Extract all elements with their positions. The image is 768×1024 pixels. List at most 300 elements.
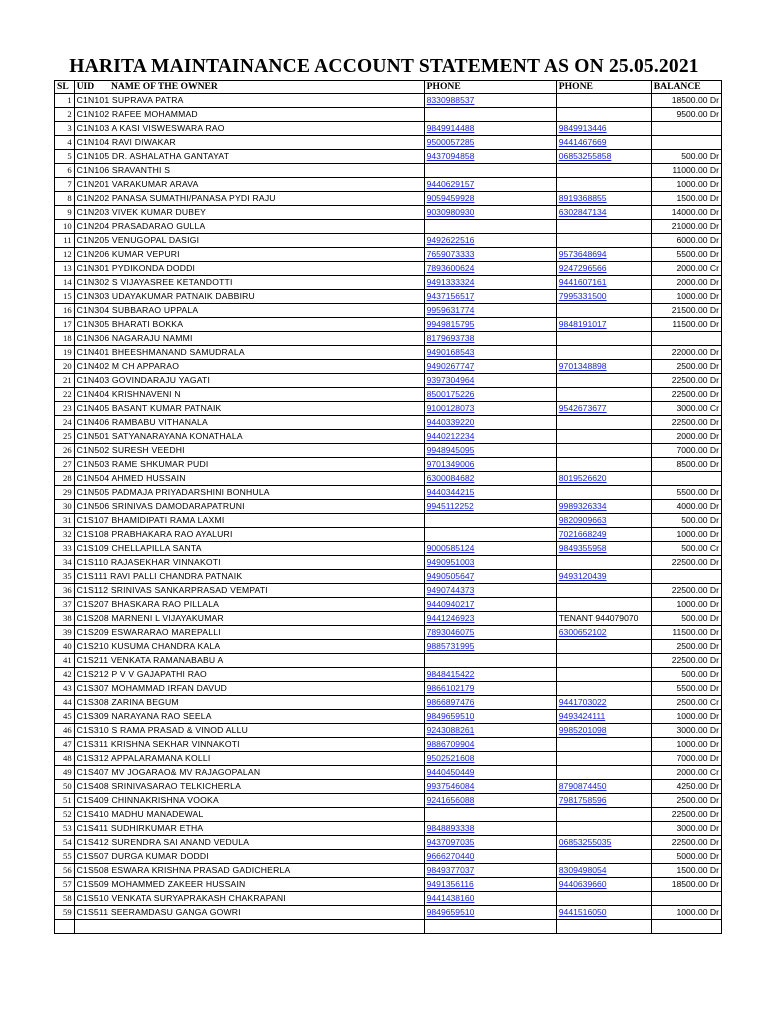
- row-phone-1[interactable]: 9848893338: [424, 822, 556, 836]
- row-sl: 59: [55, 906, 75, 920]
- row-phone-1[interactable]: 9437094858: [424, 150, 556, 164]
- row-balance: 500.00 Dr: [651, 612, 721, 626]
- row-balance: [651, 122, 721, 136]
- row-phone-1[interactable]: 9441438160: [424, 892, 556, 906]
- row-owner: C1S408 SRINIVASARAO TELKICHERLA: [74, 780, 424, 794]
- row-sl: 17: [55, 318, 75, 332]
- row-phone-1[interactable]: 9866102179: [424, 682, 556, 696]
- row-balance: 22000.00 Dr: [651, 346, 721, 360]
- row-phone-2[interactable]: 8919368855: [556, 192, 651, 206]
- row-owner: C1N305 BHARATI BOKKA: [74, 318, 424, 332]
- table-row: [55, 598, 722, 612]
- row-phone-1: [424, 528, 556, 542]
- row-balance: 22500.00 Dr: [651, 584, 721, 598]
- row-phone-2: [556, 416, 651, 430]
- row-sl: 56: [55, 864, 75, 878]
- row-balance: 22500.00 Dr: [651, 374, 721, 388]
- row-sl: 15: [55, 290, 75, 304]
- row-phone-2[interactable]: 9493424111: [556, 710, 651, 724]
- row-phone-2[interactable]: 9542673677: [556, 402, 651, 416]
- row-phone-2[interactable]: 9441516050: [556, 906, 651, 920]
- row-phone-2[interactable]: 9701348898: [556, 360, 651, 374]
- table-row: [55, 458, 722, 472]
- row-balance: 22500.00 Dr: [651, 388, 721, 402]
- table-row: [55, 752, 722, 766]
- row-owner: C1S107 BHAMIDIPATI RAMA LAXMI: [74, 514, 424, 528]
- row-balance: 11000.00 Dr: [651, 164, 721, 178]
- row-phone-1[interactable]: 9502521608: [424, 752, 556, 766]
- column-header-phone-2: PHONE: [556, 81, 651, 94]
- row-owner: C1N406 RAMBABU VITHANALA: [74, 416, 424, 430]
- row-phone-1[interactable]: 7893600624: [424, 262, 556, 276]
- table-row: [55, 388, 722, 402]
- table-row: [55, 150, 722, 164]
- row-phone-2[interactable]: 9849355958: [556, 542, 651, 556]
- row-phone-2[interactable]: 9985201098: [556, 724, 651, 738]
- row-sl: 49: [55, 766, 75, 780]
- table-row: [55, 850, 722, 864]
- table-row: [55, 682, 722, 696]
- row-owner: C1S208 MARNENI L VIJAYAKUMAR: [74, 612, 424, 626]
- row-owner: C1N104 RAVI DIWAKAR: [74, 136, 424, 150]
- row-balance: 2500.00 Dr: [651, 794, 721, 808]
- row-phone-1[interactable]: 9490267747: [424, 360, 556, 374]
- row-balance: 1500.00 Dr: [651, 192, 721, 206]
- row-phone-1[interactable]: 9885731995: [424, 640, 556, 654]
- row-phone-1[interactable]: 9491333324: [424, 276, 556, 290]
- table-row: [55, 892, 722, 906]
- row-phone-2[interactable]: 9440639660: [556, 878, 651, 892]
- row-owner: C1N105 DR. ASHALATHA GANTAYAT: [74, 150, 424, 164]
- row-balance: 500.00 Dr: [651, 514, 721, 528]
- row-phone-2[interactable]: 9849913446: [556, 122, 651, 136]
- row-owner: C1S111 RAVI PALLI CHANDRA PATNAIK: [74, 570, 424, 584]
- row-owner: C1N404 KRISHNAVENI N: [74, 388, 424, 402]
- table-row: [55, 94, 722, 108]
- row-phone-1[interactable]: 9937546084: [424, 780, 556, 794]
- table-row: [55, 542, 722, 556]
- row-balance: 1000.00 Dr: [651, 290, 721, 304]
- row-sl: 40: [55, 640, 75, 654]
- table-row: [55, 780, 722, 794]
- row-balance: 6000.00 Dr: [651, 234, 721, 248]
- row-owner: C1N203 VIVEK KUMAR DUBEY: [74, 206, 424, 220]
- row-owner: C1S312 APPALARAMANA KOLLI: [74, 752, 424, 766]
- row-owner: C1N502 SURESH VEEDHI: [74, 444, 424, 458]
- table-row: [55, 164, 722, 178]
- row-sl: 30: [55, 500, 75, 514]
- row-balance: 2500.00 Dr: [651, 640, 721, 654]
- row-owner: C1N204 PRASADARAO GULLA: [74, 220, 424, 234]
- row-sl: 2: [55, 108, 75, 122]
- account-statement-table: [54, 80, 722, 934]
- row-balance: 4250.00 Dr: [651, 780, 721, 794]
- row-balance: [651, 892, 721, 906]
- row-owner: C1N301 PYDIKONDA DODDI: [74, 262, 424, 276]
- table-row: [55, 290, 722, 304]
- row-phone-2[interactable]: 7981758596: [556, 794, 651, 808]
- row-sl: 34: [55, 556, 75, 570]
- empty-cell: [556, 920, 651, 934]
- table-row: [55, 276, 722, 290]
- row-phone-2: [556, 486, 651, 500]
- table-row: [55, 416, 722, 430]
- row-owner: C1S209 ESWARARAO MAREPALLI: [74, 626, 424, 640]
- row-sl: 28: [55, 472, 75, 486]
- row-sl: 11: [55, 234, 75, 248]
- row-phone-1[interactable]: 9490505647: [424, 570, 556, 584]
- row-phone-1[interactable]: 7893046075: [424, 626, 556, 640]
- row-phone-1[interactable]: 9849914488: [424, 122, 556, 136]
- row-owner: C1S207 BHASKARA RAO PILLALA: [74, 598, 424, 612]
- row-sl: 47: [55, 738, 75, 752]
- table-row: [55, 122, 722, 136]
- row-phone-1[interactable]: 9440344215: [424, 486, 556, 500]
- row-phone-2: [556, 850, 651, 864]
- row-phone-2[interactable]: 6302847134: [556, 206, 651, 220]
- row-balance: 5500.00 Dr: [651, 682, 721, 696]
- row-sl: 12: [55, 248, 75, 262]
- row-balance: 2000.00 Cr: [651, 262, 721, 276]
- row-sl: 8: [55, 192, 75, 206]
- row-balance: 8500.00 Dr: [651, 458, 721, 472]
- row-phone-2: [556, 808, 651, 822]
- row-phone-1[interactable]: 9866897476: [424, 696, 556, 710]
- row-sl: 41: [55, 654, 75, 668]
- table-row: [55, 332, 722, 346]
- table-row: [55, 220, 722, 234]
- row-sl: 18: [55, 332, 75, 346]
- row-owner: C1N302 S VIJAYASREE KETANDOTTI: [74, 276, 424, 290]
- row-phone-1[interactable]: 9437097035: [424, 836, 556, 850]
- table-row: [55, 794, 722, 808]
- row-phone-1[interactable]: 9949815795: [424, 318, 556, 332]
- table-row: [55, 472, 722, 486]
- row-sl: 23: [55, 402, 75, 416]
- row-sl: 50: [55, 780, 75, 794]
- row-phone-1[interactable]: 9886709904: [424, 738, 556, 752]
- row-sl: 55: [55, 850, 75, 864]
- row-sl: 35: [55, 570, 75, 584]
- row-sl: 39: [55, 626, 75, 640]
- row-balance: 5500.00 Dr: [651, 248, 721, 262]
- row-phone-2: [556, 164, 651, 178]
- table-row: [55, 570, 722, 584]
- row-balance: 2000.00 Dr: [651, 276, 721, 290]
- row-sl: 33: [55, 542, 75, 556]
- row-sl: 44: [55, 696, 75, 710]
- row-sl: 36: [55, 584, 75, 598]
- table-row: [55, 234, 722, 248]
- row-sl: 31: [55, 514, 75, 528]
- row-balance: 500.00 Dr: [651, 668, 721, 682]
- row-owner: C1S309 NARAYANA RAO SEELA: [74, 710, 424, 724]
- table-row: [55, 878, 722, 892]
- row-sl: 37: [55, 598, 75, 612]
- row-sl: 53: [55, 822, 75, 836]
- row-phone-1: [424, 108, 556, 122]
- row-phone-2: [556, 444, 651, 458]
- row-owner: C1S211 VENKATA RAMANABABU A: [74, 654, 424, 668]
- table-row: [55, 556, 722, 570]
- row-phone-1[interactable]: 7659073333: [424, 248, 556, 262]
- row-phone-2: [556, 346, 651, 360]
- row-balance: 18500.00 Dr: [651, 878, 721, 892]
- row-owner: C1S112 SRINIVAS SANKARPRASAD VEMPATI: [74, 584, 424, 598]
- row-balance: 2500.00 Dr: [651, 360, 721, 374]
- row-balance: 2000.00 Dr: [651, 430, 721, 444]
- row-balance: 11500.00 Dr: [651, 318, 721, 332]
- table-row: [55, 248, 722, 262]
- row-phone-2[interactable]: 9441467669: [556, 136, 651, 150]
- row-owner: C1N206 KUMAR VEPURI: [74, 248, 424, 262]
- row-phone-2[interactable]: 9989326334: [556, 500, 651, 514]
- table-row: [55, 346, 722, 360]
- table-row: [55, 696, 722, 710]
- row-owner: C1S510 VENKATA SURYAPRAKASH CHAKRAPANI: [74, 892, 424, 906]
- row-phone-1[interactable]: 8179693738: [424, 332, 556, 346]
- row-balance: 22500.00 Dr: [651, 416, 721, 430]
- row-phone-1[interactable]: 9701349006: [424, 458, 556, 472]
- row-phone-2[interactable]: 8790874450: [556, 780, 651, 794]
- row-phone-1[interactable]: 9490951003: [424, 556, 556, 570]
- table-row: [55, 612, 722, 626]
- row-phone-1[interactable]: 9440629157: [424, 178, 556, 192]
- row-phone-2[interactable]: 9820909663: [556, 514, 651, 528]
- row-owner: C1S409 CHINNAKRISHNA VOOKA: [74, 794, 424, 808]
- row-balance: 1000.00 Dr: [651, 738, 721, 752]
- row-balance: 1000.00 Dr: [651, 178, 721, 192]
- header-row: [55, 81, 722, 94]
- table-row: [55, 304, 722, 318]
- row-phone-1[interactable]: 9948945095: [424, 444, 556, 458]
- row-owner: C1N304 SUBBARAO UPPALA: [74, 304, 424, 318]
- table-row: [55, 738, 722, 752]
- row-phone-1[interactable]: 9437156517: [424, 290, 556, 304]
- table-row: [55, 584, 722, 598]
- row-owner: C1N201 VARAKUMAR ARAVA: [74, 178, 424, 192]
- row-sl: 4: [55, 136, 75, 150]
- row-phone-2: [556, 584, 651, 598]
- row-owner: C1N506 SRINIVAS DAMODARAPATRUNI: [74, 500, 424, 514]
- row-phone-2[interactable]: 9441607161: [556, 276, 651, 290]
- row-owner: C1S411 SUDHIRKUMAR ETHA: [74, 822, 424, 836]
- row-balance: 4000.00 Dr: [651, 500, 721, 514]
- row-owner: C1N103 A KASI VISWESWARA RAO: [74, 122, 424, 136]
- row-sl: 32: [55, 528, 75, 542]
- row-balance: [651, 472, 721, 486]
- row-balance: 1000.00 Dr: [651, 710, 721, 724]
- row-phone-2: [556, 668, 651, 682]
- table-row: [55, 430, 722, 444]
- row-balance: [651, 332, 721, 346]
- row-sl: 51: [55, 794, 75, 808]
- row-phone-2[interactable]: 6300652102: [556, 626, 651, 640]
- row-owner: C1N303 UDAYAKUMAR PATNAIK DABBIRU: [74, 290, 424, 304]
- row-sl: 25: [55, 430, 75, 444]
- row-phone-2[interactable]: 9247296566: [556, 262, 651, 276]
- row-phone-2[interactable]: 9493120439: [556, 570, 651, 584]
- row-phone-1: [424, 164, 556, 178]
- row-balance: 14000.00 Dr: [651, 206, 721, 220]
- row-owner: C1N306 NAGARAJU NAMMI: [74, 332, 424, 346]
- row-phone-1[interactable]: 9500057285: [424, 136, 556, 150]
- row-owner: C1S509 MOHAMMED ZAKEER HUSSAIN: [74, 878, 424, 892]
- row-owner: C1N505 PADMAJA PRIYADARSHINI BONHULA: [74, 486, 424, 500]
- row-owner: C1S210 KUSUMA CHANDRA KALA: [74, 640, 424, 654]
- row-owner: C1N205 VENUGOPAL DASIGI: [74, 234, 424, 248]
- row-phone-2[interactable]: 06853255035: [556, 836, 651, 850]
- row-owner: C1S511 SEERAMDASU GANGA GOWRI: [74, 906, 424, 920]
- row-phone-1[interactable]: 9241656088: [424, 794, 556, 808]
- empty-cell: [55, 920, 75, 934]
- table-row: [55, 528, 722, 542]
- row-phone-2: [556, 738, 651, 752]
- row-phone-2: [556, 388, 651, 402]
- row-phone-2: [556, 220, 651, 234]
- row-phone-2: [556, 108, 651, 122]
- row-phone-1[interactable]: 9000585124: [424, 542, 556, 556]
- row-balance: 11500.00 Dr: [651, 626, 721, 640]
- row-owner: C1N202 PANASA SUMATHI/PANASA PYDI RAJU: [74, 192, 424, 206]
- row-phone-2[interactable]: 8019526620: [556, 472, 651, 486]
- row-sl: 43: [55, 682, 75, 696]
- row-phone-1[interactable]: 9490168543: [424, 346, 556, 360]
- table-row: [55, 710, 722, 724]
- row-phone-2: [556, 556, 651, 570]
- row-phone-2: [556, 374, 651, 388]
- row-phone-1[interactable]: 9440940217: [424, 598, 556, 612]
- table-row: [55, 766, 722, 780]
- row-phone-1[interactable]: 8500175226: [424, 388, 556, 402]
- row-balance: 7000.00 Dr: [651, 444, 721, 458]
- table-row: [55, 864, 722, 878]
- empty-cell: [74, 920, 424, 934]
- row-balance: 1000.00 Dr: [651, 906, 721, 920]
- row-sl: 57: [55, 878, 75, 892]
- row-phone-1[interactable]: 9030980930: [424, 206, 556, 220]
- row-phone-1[interactable]: 9491356116: [424, 878, 556, 892]
- row-phone-2: [556, 822, 651, 836]
- row-phone-2[interactable]: 7995331500: [556, 290, 651, 304]
- row-phone-1[interactable]: 9666270440: [424, 850, 556, 864]
- row-sl: 42: [55, 668, 75, 682]
- row-phone-2: [556, 654, 651, 668]
- row-balance: 18500.00 Dr: [651, 94, 721, 108]
- row-phone-1[interactable]: 9397304964: [424, 374, 556, 388]
- row-phone-2[interactable]: 9573648694: [556, 248, 651, 262]
- row-sl: 46: [55, 724, 75, 738]
- row-phone-1[interactable]: 9440450449: [424, 766, 556, 780]
- row-phone-2[interactable]: 9441703022: [556, 696, 651, 710]
- row-phone-1: [424, 514, 556, 528]
- row-phone-2: [556, 234, 651, 248]
- row-balance: 500.00 Dr: [651, 150, 721, 164]
- row-owner: C1S412 SURENDRA SAI ANAND VEDULA: [74, 836, 424, 850]
- row-phone-1[interactable]: 9440212234: [424, 430, 556, 444]
- row-balance: 22500.00 Dr: [651, 556, 721, 570]
- row-phone-1[interactable]: 9849377037: [424, 864, 556, 878]
- row-phone-1[interactable]: 9441246923: [424, 612, 556, 626]
- table-row: [55, 108, 722, 122]
- row-balance: 9500.00 Dr: [651, 108, 721, 122]
- row-phone-1[interactable]: 9490744373: [424, 584, 556, 598]
- row-balance: 3000.00 Dr: [651, 724, 721, 738]
- row-owner: C1S310 S RAMA PRASAD & VINOD ALLU: [74, 724, 424, 738]
- row-phone-2[interactable]: 7021668249: [556, 528, 651, 542]
- row-owner: C1N401 BHEESHMANAND SAMUDRALA: [74, 346, 424, 360]
- row-balance: 5000.00 Dr: [651, 850, 721, 864]
- table-row: [55, 178, 722, 192]
- table-row: [55, 668, 722, 682]
- row-balance: 21500.00 Dr: [651, 304, 721, 318]
- row-sl: 14: [55, 276, 75, 290]
- row-phone-1[interactable]: 9959631774: [424, 304, 556, 318]
- row-balance: [651, 570, 721, 584]
- row-phone-1[interactable]: 9945112252: [424, 500, 556, 514]
- row-owner: C1N503 RAME SHKUMAR PUDI: [74, 458, 424, 472]
- row-phone-1[interactable]: 9848415422: [424, 668, 556, 682]
- row-phone-2[interactable]: 06853255858: [556, 150, 651, 164]
- row-sl: 27: [55, 458, 75, 472]
- row-balance: 5500.00 Dr: [651, 486, 721, 500]
- row-phone-1[interactable]: 9849659510: [424, 906, 556, 920]
- row-sl: 19: [55, 346, 75, 360]
- row-sl: 7: [55, 178, 75, 192]
- table-row: [55, 640, 722, 654]
- row-phone-1: [424, 220, 556, 234]
- table-row: [55, 360, 722, 374]
- row-balance: 22500.00 Dr: [651, 808, 721, 822]
- row-owner: C1S308 ZARINA BEGUM: [74, 696, 424, 710]
- row-balance: 500.00 Cr: [651, 542, 721, 556]
- row-owner: C1N101 SUPRAVA PATRA: [74, 94, 424, 108]
- row-owner: C1S407 MV JOGARAO& MV RAJAGOPALAN: [74, 766, 424, 780]
- row-phone-2: [556, 458, 651, 472]
- row-owner: C1N403 GOVINDARAJU YAGATI: [74, 374, 424, 388]
- row-phone-1[interactable]: 9059459928: [424, 192, 556, 206]
- row-phone-2: [556, 682, 651, 696]
- row-balance: [651, 136, 721, 150]
- row-phone-1[interactable]: 6300084682: [424, 472, 556, 486]
- row-sl: 29: [55, 486, 75, 500]
- row-phone-1[interactable]: 9100128073: [424, 402, 556, 416]
- row-phone-1[interactable]: 9492622516: [424, 234, 556, 248]
- row-owner: C1S410 MADHU MANADEWAL: [74, 808, 424, 822]
- row-phone-2: [556, 892, 651, 906]
- column-header-sl: SL: [55, 81, 75, 94]
- statement-title: HARITA MAINTAINANCE ACCOUNT STATEMENT AS ON 25.05.2021: [69, 56, 699, 77]
- row-phone-2: [556, 430, 651, 444]
- row-phone-2: [556, 766, 651, 780]
- table-row: [55, 836, 722, 850]
- empty-cell: [651, 920, 721, 934]
- table-row: [55, 136, 722, 150]
- row-phone-2[interactable]: 8309498054: [556, 864, 651, 878]
- row-phone-1[interactable]: 9243088261: [424, 724, 556, 738]
- row-owner: C1N402 M CH APPARAO: [74, 360, 424, 374]
- row-sl: 9: [55, 206, 75, 220]
- row-balance: 7000.00 Dr: [651, 752, 721, 766]
- row-phone-1[interactable]: 9849659510: [424, 710, 556, 724]
- row-phone-2[interactable]: 9848191017: [556, 318, 651, 332]
- table-row: [55, 374, 722, 388]
- row-phone-1[interactable]: 8330988537: [424, 94, 556, 108]
- row-balance: 1000.00 Dr: [651, 528, 721, 542]
- row-owner: C1N501 SATYANARAYANA KONATHALA: [74, 430, 424, 444]
- table-row: [55, 822, 722, 836]
- row-phone-1[interactable]: 9440339220: [424, 416, 556, 430]
